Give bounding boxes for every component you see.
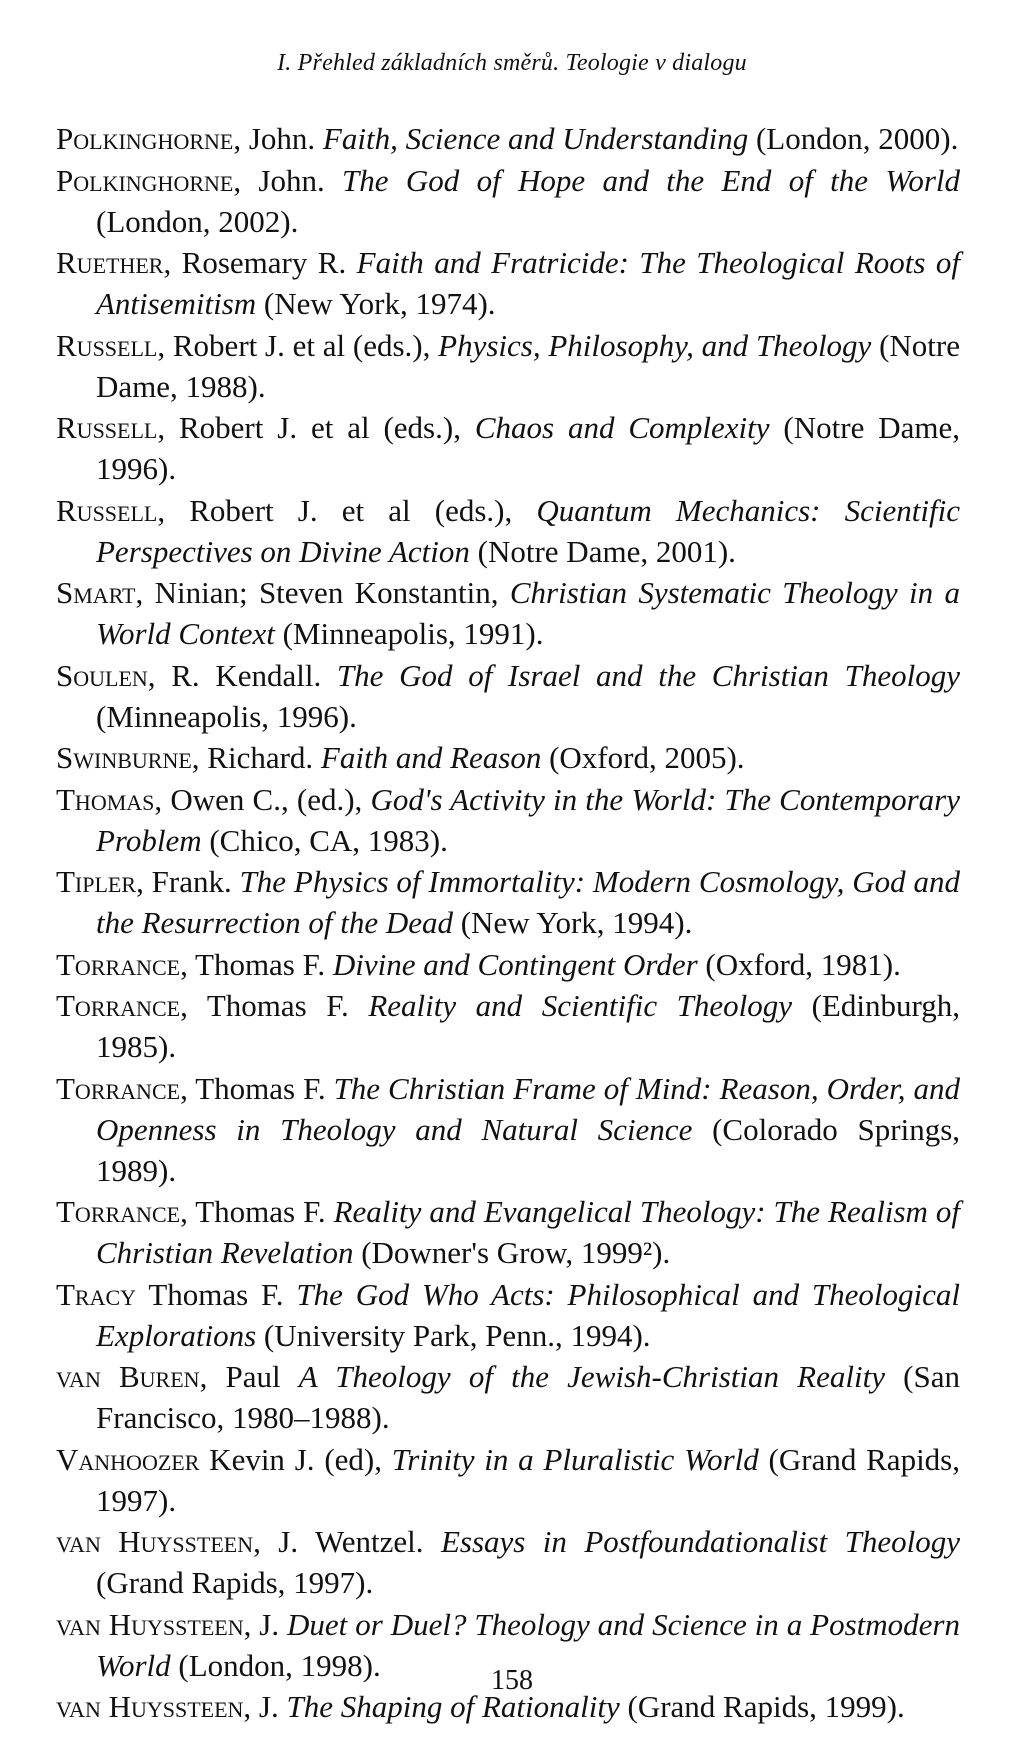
entry-author: Thomas bbox=[56, 781, 155, 817]
bibliography-entry bbox=[56, 985, 960, 1067]
entry-title: Duet or Duel? Theology and Science in a Postmodern World bbox=[96, 1606, 960, 1683]
bibliography-entry bbox=[56, 1521, 960, 1603]
entry-publication: (Downer's Grow, 1999²). bbox=[353, 1235, 671, 1270]
entry-title: The Christian Frame of Mind: Reason, Order, and Openness in Theology and Natural Science bbox=[96, 1070, 960, 1147]
entry-details: , Rosemary R. bbox=[163, 245, 357, 280]
entry-title: The God Who Acts: Philosophical and Theological Explorations bbox=[96, 1276, 960, 1353]
entry-details: , Paul bbox=[199, 1359, 299, 1394]
entry-author: Torrance bbox=[56, 988, 181, 1023]
bibliography-entry bbox=[56, 1274, 960, 1356]
entry-title: God's Activity in the World: The Contemporary Problem bbox=[96, 781, 960, 858]
entry-details: , R. Kendall. bbox=[147, 657, 337, 693]
entry-title: The Shaping of Rationality bbox=[286, 1689, 620, 1724]
entry-publication: (Grand Rapids, 1997). bbox=[96, 1441, 960, 1518]
entry-title: Reality and Scientific Theology bbox=[368, 988, 793, 1023]
entry-publication: (Colorado Springs, 1989). bbox=[96, 1111, 961, 1188]
entry-publication: (Grand Rapids, 1997). bbox=[96, 1565, 374, 1600]
entry-publication: (New York, 1994). bbox=[452, 905, 693, 940]
entry-publication: (San Francisco, 1980–1988). bbox=[96, 1359, 960, 1435]
bibliography-entry bbox=[56, 655, 960, 737]
entry-author: Torrance bbox=[56, 946, 181, 982]
entry-author: van Buren bbox=[56, 1359, 200, 1394]
entry-author: Torrance bbox=[56, 1194, 181, 1229]
bibliography-entry bbox=[56, 1191, 960, 1273]
entry-details: , Robert J. et al (eds.), bbox=[157, 492, 537, 528]
bibliography-entry bbox=[56, 861, 960, 943]
bibliography-entry bbox=[56, 242, 960, 324]
entry-title: Trinity in a Pluralistic World bbox=[391, 1441, 759, 1477]
entry-title: Faith, Science and Understanding bbox=[322, 121, 749, 156]
entry-publication: (University Park, Penn., 1994). bbox=[256, 1317, 651, 1353]
bibliography-entry bbox=[56, 944, 960, 985]
entry-details: , John. bbox=[233, 121, 323, 156]
bibliography-entry bbox=[56, 1439, 960, 1521]
entry-author: Tracy bbox=[56, 1276, 137, 1312]
entry-author: Russell bbox=[56, 492, 158, 528]
entry-title: The Physics of Immortality: Modern Cosmology, God and the Resurrection of the Dead bbox=[96, 864, 960, 940]
entry-details: , Thomas F. bbox=[180, 1070, 334, 1106]
entry-author: van Huyssteen bbox=[56, 1524, 254, 1559]
entry-title: Chaos and Complexity bbox=[474, 410, 770, 445]
entry-publication: (New York, 1974). bbox=[256, 286, 496, 321]
entry-author: Russell bbox=[56, 410, 158, 445]
entry-title: Divine and Contingent Order bbox=[332, 946, 698, 982]
entry-title: Physics, Philosophy, and Theology bbox=[438, 327, 872, 363]
entry-publication: (London, 2002). bbox=[96, 203, 299, 239]
entry-details: , J. Wentzel. bbox=[253, 1524, 441, 1559]
entry-author: Tipler bbox=[56, 864, 137, 899]
entry-author: van Huyssteen bbox=[56, 1606, 244, 1642]
entry-author: Swinburne bbox=[56, 740, 192, 775]
entry-title: The God of Israel and the Christian Theology bbox=[336, 657, 960, 693]
entry-details: , Robert J. et al (eds.), bbox=[157, 327, 439, 363]
entry-publication: (Notre Dame, 1996). bbox=[96, 410, 960, 486]
entry-details: , Thomas F. bbox=[180, 1194, 334, 1229]
entry-details: , Robert J. et al (eds.), bbox=[157, 410, 475, 445]
entry-publication: (Minneapolis, 1996). bbox=[96, 698, 357, 734]
entry-title: A Theology of the Jewish-Christian Reality bbox=[298, 1359, 885, 1394]
entry-author: van Huyssteen bbox=[56, 1689, 244, 1724]
entry-author: Vanhoozer bbox=[56, 1441, 200, 1477]
bibliography-entry bbox=[56, 1356, 960, 1438]
entry-publication: (Chico, CA, 1983). bbox=[201, 822, 448, 858]
bibliography-entry bbox=[56, 118, 960, 159]
bibliography-entry bbox=[56, 572, 960, 654]
entry-author: Soulen bbox=[56, 657, 148, 693]
entry-author: Polkinghorne bbox=[56, 121, 234, 156]
entry-publication: (Edinburgh, 1985). bbox=[96, 988, 960, 1064]
entry-title: Faith and Reason bbox=[320, 740, 542, 775]
entry-details: , John. bbox=[233, 162, 343, 198]
entry-details: , J. bbox=[243, 1689, 287, 1724]
entry-details: , Owen C., (ed.), bbox=[154, 781, 371, 817]
entry-publication: (Minneapolis, 1991). bbox=[274, 616, 544, 651]
entry-publication: (London, 2000). bbox=[748, 121, 959, 156]
entry-details: , J. bbox=[243, 1606, 288, 1642]
bibliography-list bbox=[56, 118, 960, 1728]
entry-title: The God of Hope and the End of the World bbox=[342, 162, 960, 198]
bibliography-entry bbox=[56, 737, 960, 778]
entry-details: , Thomas F. bbox=[180, 988, 369, 1023]
entry-details: , Ninian; Steven Konstantin, bbox=[135, 575, 510, 610]
entry-publication: (London, 1998). bbox=[170, 1647, 381, 1683]
bibliography-entry bbox=[56, 779, 960, 861]
entry-details: , Frank. bbox=[136, 864, 240, 899]
running-head: I. Přehled základních směrů. Teologie v dialogu bbox=[277, 50, 747, 76]
entry-publication: (Notre Dame, 2001). bbox=[469, 533, 736, 569]
bibliography-entry bbox=[56, 407, 960, 489]
entry-author: Russell bbox=[56, 327, 158, 363]
entry-title: Essays in Postfoundationalist Theology bbox=[440, 1524, 960, 1559]
entry-publication: (Oxford, 1981). bbox=[697, 946, 901, 982]
entry-details: Kevin J. (ed), bbox=[199, 1441, 392, 1477]
page-number: 158 bbox=[491, 1665, 533, 1696]
entry-author: Smart bbox=[56, 575, 136, 610]
bibliography-entry bbox=[56, 490, 960, 572]
bibliography-entry bbox=[56, 160, 960, 242]
entry-details: , Richard. bbox=[191, 740, 321, 775]
entry-author: Polkinghorne bbox=[56, 162, 234, 198]
entry-title: Christian Systematic Theology in a World Context bbox=[96, 575, 960, 651]
entry-author: Torrance bbox=[56, 1070, 181, 1106]
entry-title: Faith and Fratricide: The Theological Roots of Antisemitism bbox=[96, 245, 960, 321]
entry-details: , Thomas F. bbox=[180, 946, 333, 982]
bibliography-entry bbox=[56, 1068, 960, 1191]
entry-title: Reality and Evangelical Theology: The Realism of Christian Revelation bbox=[96, 1194, 960, 1270]
entry-author: Ruether bbox=[56, 245, 164, 280]
entry-publication: (Grand Rapids, 1999). bbox=[619, 1689, 905, 1724]
entry-details: Thomas F. bbox=[136, 1276, 297, 1312]
entry-publication: (Notre Dame, 1988). bbox=[96, 327, 961, 404]
entry-title: Quantum Mechanics: Scientific Perspectives on Divine Action bbox=[96, 492, 960, 569]
bibliography-entry bbox=[56, 325, 960, 407]
entry-publication: (Oxford, 2005). bbox=[541, 740, 745, 775]
